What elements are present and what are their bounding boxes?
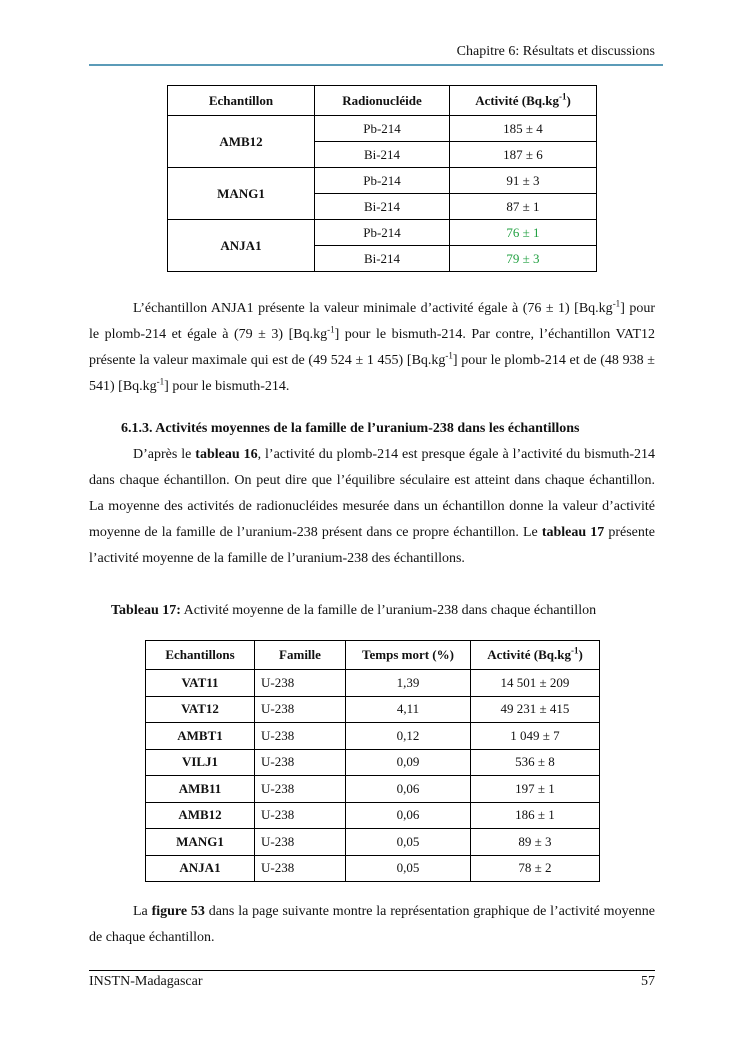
footer-rule	[89, 970, 655, 971]
sample-cell: AMB12	[146, 802, 255, 829]
page-header: Chapitre 6: Résultats et discussions	[456, 44, 655, 59]
dead-time-cell: 0,09	[346, 749, 471, 776]
nuclide-cell: Bi-214	[315, 246, 450, 272]
sample-cell: VAT11	[146, 670, 255, 697]
activity-cell: 1 049 ± 7	[471, 723, 600, 750]
sample-cell: AMB11	[146, 776, 255, 803]
nuclide-cell: Pb-214	[315, 168, 450, 194]
table-row	[146, 829, 600, 856]
col-header-activity: Activité $(Bq.kg^{-1})$	[450, 86, 597, 116]
page-number: 57	[641, 974, 655, 989]
activity-cell: 87 ± 1	[450, 194, 597, 220]
dead-time-cell: 0,05	[346, 829, 471, 856]
col-header-sample: Echantillon	[168, 86, 315, 116]
col-header-dead-time: Temps mort (%)	[346, 641, 471, 670]
col-header-family: Famille	[255, 641, 346, 670]
family-cell: U-238	[255, 829, 346, 856]
activity-cell: 187 ± 6	[450, 142, 597, 168]
activity-cell: 197 ± 1	[471, 776, 600, 803]
sample-cell: AMBT1	[146, 723, 255, 750]
family-cell: U-238	[255, 855, 346, 882]
table-header-row	[168, 86, 597, 116]
col-header-nuclide: Radionucléide	[315, 86, 450, 116]
col-header-samples: Echantillons	[146, 641, 255, 670]
dead-time-cell: 1,39	[346, 670, 471, 697]
dead-time-cell: 0,06	[346, 776, 471, 803]
sample-cell: MANG1	[168, 168, 315, 220]
sample-cell: VAT12	[146, 696, 255, 723]
table-17	[145, 640, 600, 882]
sample-cell: AMB12	[168, 116, 315, 168]
table-row	[146, 855, 600, 882]
dead-time-cell: 0,05	[346, 855, 471, 882]
activity-cell: 185 ± 4	[450, 116, 597, 142]
header-rule	[89, 64, 663, 66]
table-16	[167, 85, 597, 272]
table-17-caption: Tableau 17: Activité moyenne de la famille de l’uranium-238 dans chaque échantillon	[111, 603, 597, 618]
table-row	[146, 749, 600, 776]
table-row	[168, 116, 597, 142]
dead-time-cell: 0,06	[346, 802, 471, 829]
table-row	[146, 723, 600, 750]
table-row	[146, 670, 600, 697]
table-row	[168, 220, 597, 246]
activity-cell: 536 ± 8	[471, 749, 600, 776]
section-heading: 6.1.3. Activités moyennes de la famille de l’uranium-238 dans les échantillons	[121, 421, 580, 436]
paragraph-equilibrium: D’après le tableau 16, l’activité du plomb-214 est presque égale à l’activité du bismuth-214 dans chaque échantillon. On peut dire que l’équilibre séculaire est atteint dans chaque échantillon. La moyenne des activités de radionucléides mesurée dans un échantillon donne la valeur d’activité moyenne de la famille de l’uranium-238 présent dans ce propre échantillon. Le tableau 17 présente l’activité moyenne de la famille de l’uranium-238 des échantillons.	[89, 447, 656, 566]
table-header-row	[146, 641, 600, 670]
sample-cell: ANJA1	[168, 220, 315, 272]
footer-institution: INSTN-Madagascar	[89, 974, 203, 989]
nuclide-cell: Bi-214	[315, 194, 450, 220]
sample-cell: VILJ1	[146, 749, 255, 776]
table-row	[146, 696, 600, 723]
family-cell: U-238	[255, 776, 346, 803]
table-row	[168, 168, 597, 194]
col-header-activity: Activité $(Bq.kg^{-1})$	[471, 641, 600, 670]
activity-cell: 89 ± 3	[471, 829, 600, 856]
paragraph-min-max: L’échantillon ANJA1 présente la valeur minimale d’activité égale à (76 ± 1) $[Bq.kg^{-1}]$ pour le plomb-214 et égale à (79 ± 3) $[Bq.kg^{-1}]$ pour le bismuth-214. Par contre, l’échantillon VAT12 présente la valeur maximale qui est de (49 524 ± 1 455) $[Bq.kg^{-1}]$ pour le plomb-214 et de (48 938 ± 541) $[Bq.kg^{-1}]$ pour le bismuth-214.	[89, 298, 655, 394]
paragraph-figure-ref: La figure 53 dans la page suivante montre la représentation graphique de l’activité moyenne de chaque échantillon.	[89, 904, 655, 945]
family-cell: U-238	[255, 670, 346, 697]
family-cell: U-238	[255, 723, 346, 750]
activity-cell: 186 ± 1	[471, 802, 600, 829]
dead-time-cell: 4,11	[346, 696, 471, 723]
activity-cell: 91 ± 3	[450, 168, 597, 194]
table-row	[146, 776, 600, 803]
nuclide-cell: Pb-214	[315, 220, 450, 246]
sample-cell: ANJA1	[146, 855, 255, 882]
activity-cell: 78 ± 2	[471, 855, 600, 882]
activity-cell: 14 501 ± 209	[471, 670, 600, 697]
dead-time-cell: 0,12	[346, 723, 471, 750]
sample-cell: MANG1	[146, 829, 255, 856]
family-cell: U-238	[255, 749, 346, 776]
nuclide-cell: Pb-214	[315, 116, 450, 142]
activity-cell: 49 231 ± 415	[471, 696, 600, 723]
table-row	[146, 802, 600, 829]
nuclide-cell: Bi-214	[315, 142, 450, 168]
activity-cell-highlight: 79 ± 3	[450, 246, 597, 272]
family-cell: U-238	[255, 802, 346, 829]
family-cell: U-238	[255, 696, 346, 723]
activity-cell-highlight: 76 ± 1	[450, 220, 597, 246]
